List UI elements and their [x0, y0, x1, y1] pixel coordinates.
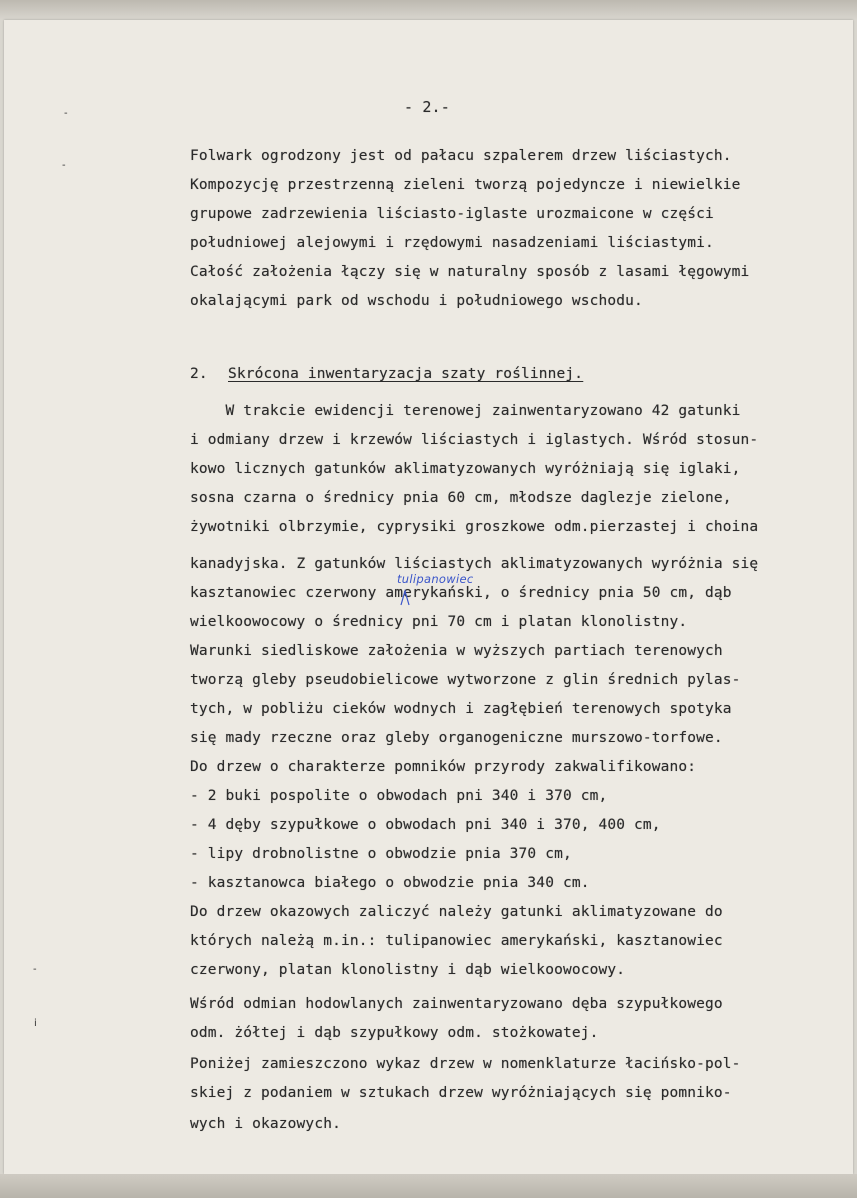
text-line: grupowe zadrzewienia liściasto-iglaste urozmaicone w części — [190, 206, 714, 222]
insertion-caret — [400, 588, 410, 606]
text-line: wielkoowocowy o średnicy pni 70 cm i platan klonolistny. — [190, 614, 688, 630]
text-line: Kompozycję przestrzenną zieleni tworzą pojedyncze i niewielkie — [190, 177, 741, 193]
text-line: skiej z podaniem w sztukach drzew wyróżniających się pomniko- — [190, 1085, 732, 1101]
text-line: kasztanowiec czerwony amerykański, o średnicy pnia 50 cm, dąb — [190, 585, 732, 601]
section-title: Skrócona inwentaryzacja szaty roślinnej. — [228, 366, 584, 382]
text-line: Całość założenia łączy się w naturalny sposób z lasami łęgowymi — [190, 264, 750, 280]
text-line: Do drzew okazowych zaliczyć należy gatunki aklimatyzowane do — [190, 904, 723, 920]
scan-top-edge — [0, 0, 857, 20]
text-line: kowo licznych gatunków aklimatyzowanych wyróżniają się iglaki, — [190, 461, 741, 477]
text-line: i odmiany drzew i krzewów liściastych i iglastych. Wśród stosun- — [190, 432, 759, 448]
section-number: 2. — [190, 366, 208, 382]
text-line: tych, w pobliżu cieków wodnych i zagłębień terenowych spotyka — [190, 701, 732, 717]
scan-bottom-edge — [0, 1174, 857, 1198]
list-item: - 2 buki pospolite o obwodach pni 340 i 370 cm, — [190, 788, 608, 804]
text-line: Do drzew o charakterze pomników przyrody zakwalifikowano: — [190, 759, 697, 775]
text-line: których należą m.in.: tulipanowiec amerykański, kasztanowiec — [190, 933, 723, 949]
text-line: Poniżej zamieszczono wykaz drzew w nomenklaturze łacińsko-pol- — [190, 1056, 741, 1072]
list-item: - lipy drobnolistne o obwodzie pnia 370 cm, — [190, 846, 572, 862]
text-line: czerwony, platan klonolistny i dąb wielkoowocowy. — [190, 962, 626, 978]
text-line: tworzą gleby pseudobielicowe wytworzone z glin średnich pylas- — [190, 672, 741, 688]
margin-mark: i — [34, 1018, 37, 1029]
text-line: Folwark ogrodzony jest od pałacu szpalerem drzew liściastych. — [190, 148, 732, 164]
text-line: kanadyjska. Z gatunków liściastych aklimatyzowanych wyróżnia się — [190, 556, 759, 572]
margin-mark: - — [33, 964, 37, 975]
text-line: wych i okazowych. — [190, 1116, 341, 1132]
text-line: odm. żółtej i dąb szypułkowy odm. stożkowatej. — [190, 1025, 599, 1041]
page-number: - 2.- — [404, 98, 450, 116]
text-line: okalającymi park od wschodu i południowego wschodu. — [190, 293, 643, 309]
margin-mark: - — [62, 160, 66, 171]
text-line: sosna czarna o średnicy pnia 60 cm, młodsze daglezje zielone, — [190, 490, 732, 506]
text-line: Wśród odmian hodowlanych zainwentaryzowano dęba szypułkowego — [190, 996, 723, 1012]
text-line: W trakcie ewidencji terenowej zainwentaryzowano 42 gatunki — [190, 403, 741, 419]
text-line: Warunki siedliskowe założenia w wyższych partiach terenowych — [190, 643, 723, 659]
text-line: żywotniki olbrzymie, cyprysiki groszkowe odm.pierzastej i choina — [190, 519, 759, 535]
list-item: - kasztanowca białego o obwodzie pnia 340 cm. — [190, 875, 590, 891]
list-item: - 4 dęby szypułkowe o obwodach pni 340 i 370, 400 cm, — [190, 817, 661, 833]
text-line: południowej alejowymi i rzędowymi nasadzeniami liściastymi. — [190, 235, 714, 251]
text-line: się mady rzeczne oraz gleby organogeniczne murszowo-torfowe. — [190, 730, 723, 746]
handwritten-annotation: tulipanowiec — [397, 572, 474, 586]
margin-mark: - — [64, 108, 68, 119]
